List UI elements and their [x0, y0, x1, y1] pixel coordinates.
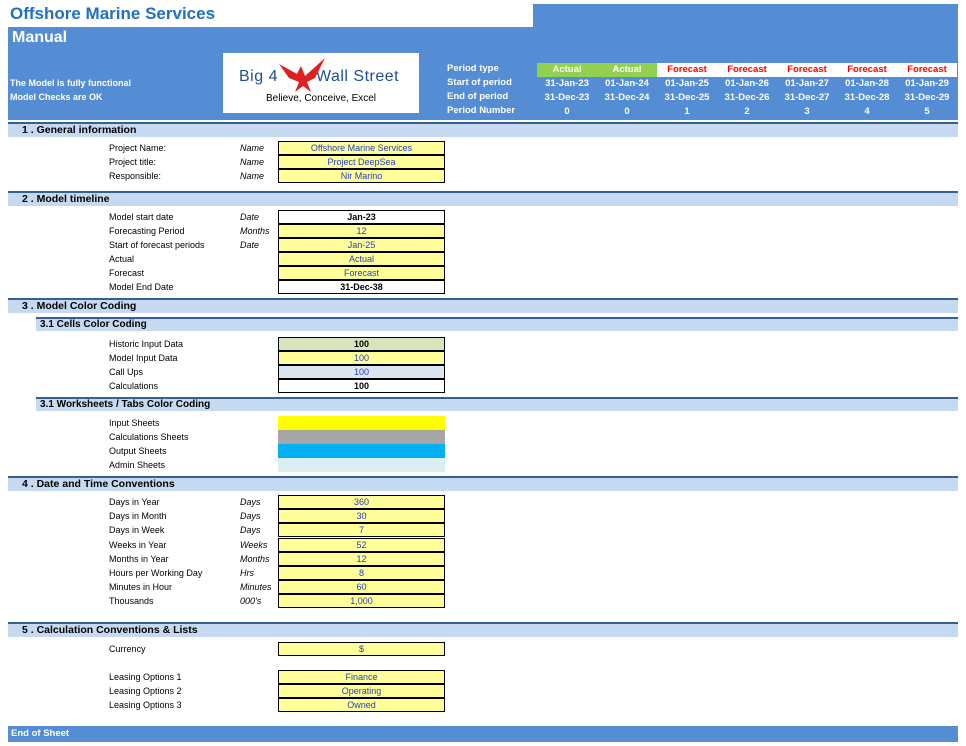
section-general-information: 1 . General information [8, 122, 958, 137]
period-number-cell: 0 [564, 106, 570, 117]
row-label: Model Input Data [109, 353, 178, 363]
period-end-cell: 31-Dec-26 [724, 92, 770, 103]
period-number-cell: 3 [804, 106, 810, 117]
row-unit: Days [240, 511, 261, 522]
input-cell[interactable]: 12 [278, 224, 445, 238]
input-cell[interactable]: Finance [278, 670, 445, 684]
row-label: Days in Month [109, 511, 167, 522]
period-start-cell: 01-Jan-28 [845, 78, 889, 89]
section-date-time-conventions: 4 . Date and Time Conventions [8, 476, 958, 491]
period-type-cell: Forecast [837, 63, 897, 77]
row-label: Leasing Options 3 [109, 700, 182, 710]
input-cell[interactable]: Forecast [278, 266, 445, 280]
row-label: Calculations Sheets [109, 432, 189, 442]
period-number-cell: 1 [684, 106, 690, 117]
coding-cell: 100 [278, 365, 445, 379]
input-cell[interactable]: Actual [278, 252, 445, 266]
color-swatch [278, 458, 445, 472]
model-checks-status: Model Checks are OK [10, 92, 103, 102]
input-cell[interactable]: Operating [278, 684, 445, 698]
row-label: Minutes in Hour [109, 582, 173, 593]
period-type-cell: Forecast [657, 63, 717, 77]
period-end-cell: 31-Dec-23 [544, 92, 590, 103]
input-cell[interactable]: 60 [278, 580, 445, 594]
model-status: The Model is fully functional [10, 78, 132, 88]
row-unit: Days [240, 525, 261, 536]
color-swatch [278, 416, 445, 430]
row-label: Actual [109, 254, 135, 264]
color-swatch [278, 430, 445, 444]
company-title: Offshore Marine Services [10, 4, 216, 23]
period-number-cell: 5 [924, 106, 930, 117]
input-cell[interactable]: 52 [278, 538, 445, 552]
timeline-label-start: Start of period [447, 77, 512, 88]
logo-right-text: Wall Street [315, 68, 400, 85]
input-cell[interactable]: 30 [278, 509, 445, 523]
row-label: Calculations [109, 381, 159, 391]
section-model-timeline: 2 . Model timeline [8, 191, 958, 206]
row-unit: 000's [240, 596, 262, 607]
subsection-tabs-color-coding: 3.1 Worksheets / Tabs Color Coding [36, 397, 958, 411]
currency-label: Currency [109, 644, 146, 654]
input-cell[interactable]: Nir Marino [278, 169, 445, 183]
coding-cell: 100 [278, 337, 445, 351]
row-unit: Weeks [240, 539, 268, 550]
row-label: Forecast [109, 268, 145, 278]
row-unit: Days [240, 497, 261, 507]
period-type-cell: Actual [537, 63, 597, 77]
period-start-cell: 01-Jan-26 [725, 78, 769, 89]
row-unit: Date [240, 240, 260, 250]
row-label: Model End Date [109, 282, 174, 292]
coding-cell: 100 [278, 379, 445, 393]
input-cell[interactable]: Owned [278, 698, 445, 712]
period-type-cell: Actual [597, 63, 657, 77]
logo-tagline: Believe, Conceive, Excel [265, 93, 377, 104]
row-label: Months in Year [109, 553, 169, 564]
row-label: Weeks in Year [109, 539, 167, 550]
timeline-label-period-type: Period type [447, 63, 499, 74]
input-cell[interactable]: Offshore Marine Services [278, 141, 445, 155]
input-cell[interactable]: 1,000 [278, 594, 445, 608]
row-unit: Name [240, 171, 265, 181]
row-unit: Minutes [240, 582, 272, 593]
period-start-cell: 01-Jan-25 [665, 78, 709, 89]
period-end-cell: 31-Dec-24 [604, 92, 650, 103]
row-label: Days in Week [109, 525, 165, 536]
period-type-cell: Forecast [897, 63, 957, 77]
row-label: Output Sheets [109, 446, 167, 456]
period-type-cell: Forecast [717, 63, 777, 77]
timeline-label-number: Period Number [447, 105, 516, 116]
row-label: Hours per Working Day [109, 568, 203, 578]
calc-cell: 31-Dec-38 [278, 280, 445, 294]
section-calculation-conventions: 5 . Calculation Conventions & Lists [8, 622, 958, 637]
row-unit: Months [240, 553, 270, 564]
row-unit: Date [240, 212, 260, 222]
input-cell[interactable]: 8 [278, 566, 445, 580]
section-model-color-coding: 3 . Model Color Coding [8, 298, 958, 313]
row-unit: Name [240, 157, 265, 167]
header-band-top [533, 4, 958, 27]
row-label: Leasing Options 2 [109, 686, 182, 696]
row-unit: Months [240, 226, 270, 236]
row-label: Historic Input Data [109, 339, 184, 349]
input-cell[interactable]: 360 [278, 495, 445, 509]
period-end-cell: 31-Dec-27 [784, 92, 830, 103]
row-unit: Name [240, 143, 265, 153]
row-label: Project Name: [109, 143, 167, 153]
period-end-cell: 31-Dec-28 [844, 92, 890, 103]
coding-cell[interactable]: 100 [278, 351, 445, 365]
period-start-cell: 01-Jan-27 [785, 78, 829, 89]
row-label: Thousands [109, 596, 154, 607]
row-label: Call Ups [109, 367, 144, 377]
row-label: Start of forecast periods [109, 240, 205, 250]
row-label: Forecasting Period [109, 226, 185, 236]
logo [223, 53, 419, 113]
input-cell[interactable]: Jan-25 [278, 238, 445, 252]
row-label: Admin Sheets [109, 460, 166, 470]
period-number-cell: 0 [624, 106, 630, 117]
period-start-cell: 31-Jan-23 [545, 78, 589, 89]
timeline-label-end: End of period [447, 91, 509, 102]
row-label: Days in Year [109, 497, 160, 507]
currency-input[interactable]: $ [278, 642, 445, 656]
subsection-cells-color-coding: 3.1 Cells Color Coding [36, 317, 958, 331]
period-type-cell: Forecast [777, 63, 837, 77]
row-label: Input Sheets [109, 418, 160, 428]
period-number-cell: 4 [864, 106, 870, 117]
row-label: Project title: [109, 157, 157, 167]
eagle-icon [275, 56, 331, 96]
period-number-cell: 2 [744, 106, 750, 117]
row-unit: Hrs [240, 568, 254, 578]
input-cell[interactable]: 12 [278, 552, 445, 566]
sheet-title: Manual [12, 29, 68, 46]
calc-cell: Jan-23 [278, 210, 445, 224]
row-label: Model start date [109, 212, 174, 222]
row-label: Responsible: [109, 171, 162, 181]
period-start-cell: 01-Jan-24 [605, 78, 649, 89]
color-swatch [278, 444, 445, 458]
row-label: Leasing Options 1 [109, 672, 182, 682]
period-end-cell: 31-Dec-29 [904, 92, 950, 103]
end-of-sheet-bar: End of Sheet [8, 726, 958, 742]
period-start-cell: 01-Jan-29 [905, 78, 949, 89]
input-cell[interactable]: Project DeepSea [278, 155, 445, 169]
logo-left-text: Big 4 [239, 68, 278, 85]
input-cell[interactable]: 7 [278, 523, 445, 537]
period-end-cell: 31-Dec-25 [664, 92, 710, 103]
